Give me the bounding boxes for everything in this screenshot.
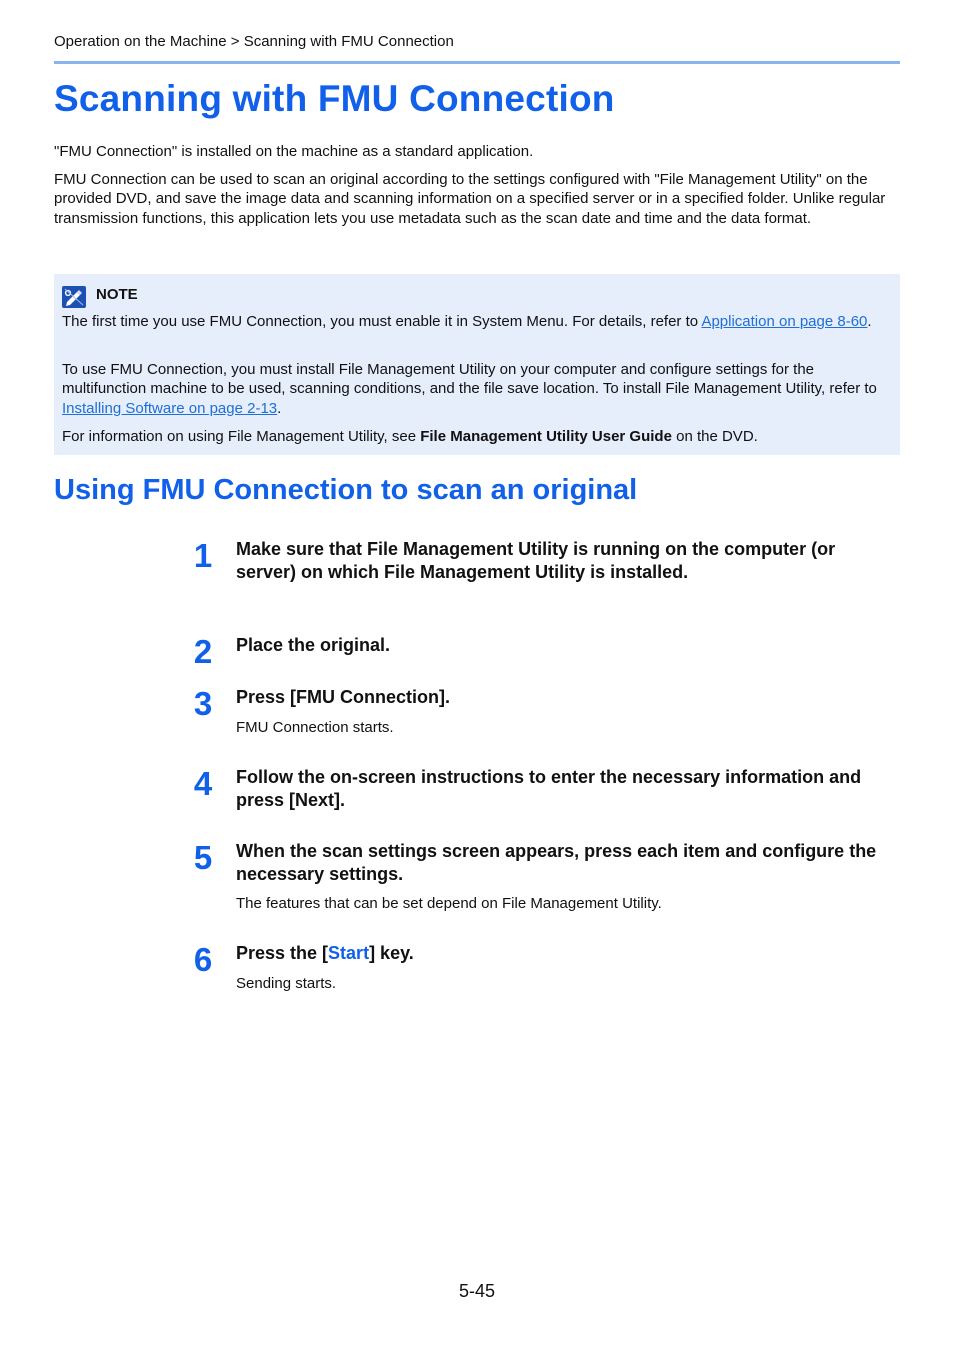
step-title: Follow the on-screen instructions to enter the necessary information and press [Next]. xyxy=(236,767,862,810)
step-number: 6 xyxy=(193,941,213,978)
page-title: Scanning with FMU Connection xyxy=(54,78,615,119)
note-text: on the DVD. xyxy=(671,428,758,445)
step-title: Make sure that File Management Utility is running on the computer (or server) on which File Management Utility is installed. xyxy=(236,539,836,582)
step-description: The features that can be set depend on File Management Utility. xyxy=(236,895,662,912)
start-key-label: Start xyxy=(328,943,370,963)
note-text: . xyxy=(277,399,282,417)
step-title xyxy=(236,942,900,965)
page-number: 5-45 xyxy=(458,1281,496,1301)
step-title: When the scan settings screen appears, press each item and configure the necessary settings. xyxy=(236,841,877,884)
step-number: 1 xyxy=(193,537,213,574)
section-title: Using FMU Connection to scan an original xyxy=(54,474,638,506)
step-description: Sending starts. xyxy=(236,975,337,992)
note-paragraph xyxy=(62,360,894,418)
intro-paragraph: FMU Connection can be used to scan an original according to the settings configured with "File Management Utility" on the provided DVD, and save the image data and scanning information on a specified server or in a specified folder. Unlike regular transmission functions, this application lets you use metadata such as the scan date and time and the data format. xyxy=(54,171,886,227)
note-icon xyxy=(62,286,86,308)
note-text: To use FMU Connection, you must install File Management Utility on your computer and configure settings for the multifunction machine to be used, scanning conditions, and the file save location. To install File Management Utility, refer to xyxy=(62,361,877,398)
note-text: For information on using File Management Utility, see xyxy=(62,428,421,445)
step-description: FMU Connection starts. xyxy=(236,719,394,736)
step-title-text: ] key. xyxy=(369,943,414,963)
link-installing-software[interactable]: Installing Software on page 2-13 xyxy=(62,399,278,417)
intro-paragraph: "FMU Connection" is installed on the machine as a standard application. xyxy=(54,143,534,160)
guide-name: File Management Utility User Guide xyxy=(420,428,672,445)
step-title: Place the original. xyxy=(236,635,391,655)
note-text: . xyxy=(867,313,872,330)
step-title: Press [FMU Connection]. xyxy=(236,687,451,707)
note-paragraph xyxy=(62,427,894,446)
link-application-page[interactable]: Application on page 8-60 xyxy=(701,313,868,330)
step-number: 5 xyxy=(193,839,213,876)
note-box xyxy=(54,274,900,455)
step-number: 4 xyxy=(193,765,213,802)
header-rule xyxy=(54,61,900,64)
step-number: 2 xyxy=(193,633,213,670)
step-title-text: Press the [ xyxy=(236,943,329,963)
breadcrumb: Operation on the Machine > Scanning with FMU Connection xyxy=(54,33,454,50)
note-label: NOTE xyxy=(96,286,138,303)
note-text: The first time you use FMU Connection, you must enable it in System Menu. For details, refer to xyxy=(62,313,702,330)
step-number: 3 xyxy=(193,685,213,722)
note-paragraph xyxy=(62,312,894,331)
